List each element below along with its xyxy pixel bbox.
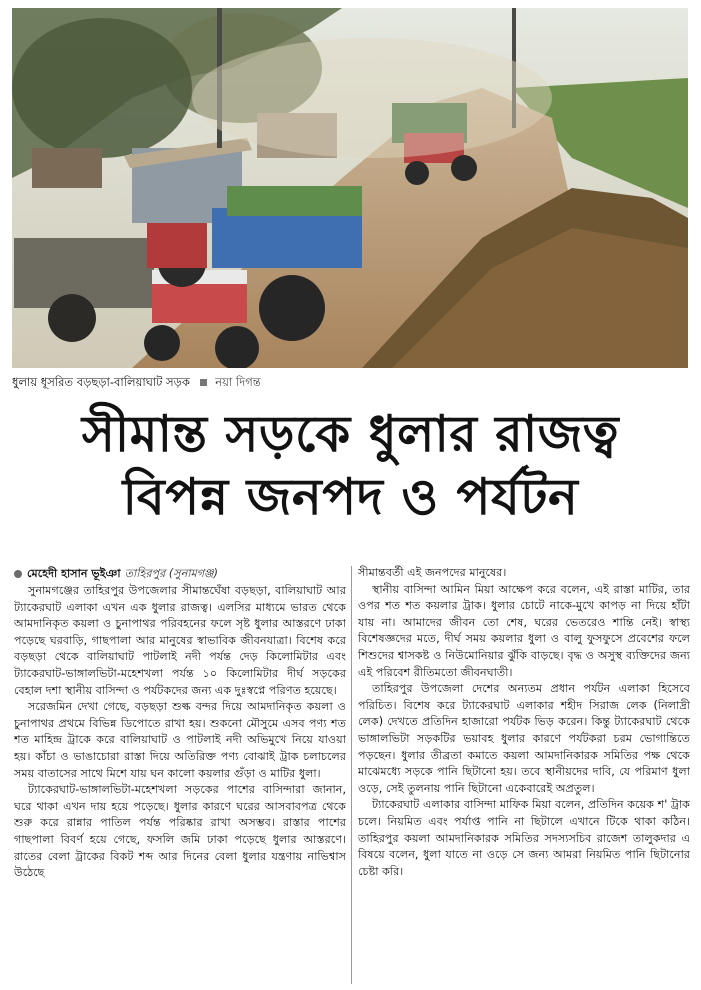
headline-line-1: সীমান্ত সড়কে ধুলার রাজত্ব — [81, 405, 620, 463]
article-column-left — [14, 565, 346, 985]
photo-credit: নয়া দিগন্ত — [215, 375, 261, 389]
paragraph: ট্যাকেরঘাট-ভাঙ্গালভিটা-মহেশখলা সড়কের পাশের বাসিন্দারা জানান, ঘরে থাকা এখন দায় হয়ে পড়েছে। ধুলার কারণে ঘরের আসবাবপত্র থেকে শুরু করে রান্নার পাতিল পর্যন্ত পরিষ্কার রাখা অসম্ভব। রাস্তার পাশের গাছপালা বিবর্ণ হয়ে গেছে, ফসলি জমি ঢাকা পড়েছে ধুলার আস্তরণে। রাতের বেলা ট্রাকের বিকট শব্দ আর দিনের বেলা ধুলার যন্ত্রণায় নাভিশ্বাস উঠেছে — [14, 783, 346, 880]
paragraph: স্থানীয় বাসিন্দা আমিন মিয়া আক্ষেপ করে বলেন, এই রাস্তা মাটির, তার ওপর শত শত কয়লার ট্রাক। ধুলার চোটে নাকে-মুখে কাপড় না দিয়ে হাঁটা যায় না। আমাদের জীবন তো শেষ, ঘরের ভেতরেও শান্তি নেই। স্বাস্থ্য বিশেষজ্ঞদের মতে, দীর্ঘ সময় কয়লার ধুলা ও বালু ফুসফুসে প্রবেশের ফলে শিশুদের শ্বাসকষ্ট ও নিউমোনিয়ার ঝুঁকি বাড়ছে। বৃদ্ধ ও অসুস্থ ব্যক্তিদের জন্য এই পরিবেশ রীতিমতো জীবনঘাতী। — [358, 582, 690, 679]
byline-place: তাহিরপুর (সুনামগঞ্জ) — [124, 567, 218, 580]
caption-text: ধুলায় ধূসরিত বড়ছড়া-বালিয়াঘাট সড়ক — [12, 375, 190, 389]
byline-author: মেহেদী হাসান ভূইঞা — [27, 567, 121, 580]
dusty-road-photo — [12, 8, 688, 368]
headline-line-2: বিপন্ন জনপদ ও পর্যটন — [122, 468, 579, 526]
article-column-right — [358, 565, 690, 985]
bullet-dot-icon — [14, 570, 22, 578]
paragraph: সীমান্তবর্তী এই জনপদের মানুষের। — [358, 566, 507, 579]
paragraph: সরেজমিন দেখা গেছে, বড়ছড়া শুল্ক বন্দর দিয়ে আমদানিকৃত কয়লা ও চুনাপাথর প্রথমে বিভিন্ন ডিপোতে রাখা হয়। শুকনো মৌসুমে এসব পণ্য শত শত মাহিন্দ্র ট্রাকে করে বালিয়াঘাট ও পাটলাই নদী অভিমুখে নিয়ে যাওয়া হয়। কাঁচা ও ভাঙাচোরা রাস্তা দিয়ে অতিরিক্ত পণ্য বোঝাই ট্রাক চলাচলের সময় বাতাসের সাথে মিশে যায় ঘন কালো কয়লার গুঁড়া ও মাটির ধুলা। — [14, 700, 346, 780]
paragraph: তাহিরপুর উপজেলা দেশের অন্যতম প্রধান পর্যটন এলাকা হিসেবে পরিচিত। বিশেষ করে ট্যাকেরঘাট এলাকার শহীদ সিরাজ লেক (নিলাদ্রী লেক) দেখতে প্রতিদিন হাজারো পর্যটক ভিড় করেন। কিন্তু ট্যাকেরঘাট থেকে ভাঙ্গালভিটা সড়কটির ভয়াবহ ধুলার কারণে পর্যটকরা চরম ভোগান্তিতে পড়ছেন। ধুলার তীব্রতা কমাতে কয়লা আমদানিকারক সমিতির পক্ষ থেকে মাঝেমধ্যে সড়কে পানি ছিটানো হয়। তবে স্থানীয়দের দাবি, যে পরিমাণ ধুলা ওড়ে, সেই তুলনায় পানি ছিটানো একেবারেই অপ্রতুল। — [358, 682, 690, 795]
headline — [0, 402, 701, 528]
paragraph: ট্যাকেরঘাট এলাকার বাসিন্দা মাফিক মিয়া বলেন, প্রতিদিন কয়েক শ' ট্রাক চলে। নিয়মিত এবং পর্যাপ্ত পানি না ছিটালে এখানে টিকে থাকা কঠিন। তাহিরপুর কয়লা আমদানিকারক সমিতির সদস্যসচিব রাজেশ তালুকদার এ বিষয়ে বলেন, ধুলা যাতে না ওড়ে সে জন্য আমরা নিয়মিত পানি ছিটানোর চেষ্টা করি। — [358, 798, 690, 878]
byline — [14, 565, 346, 583]
square-bullet-icon — [200, 379, 207, 386]
news-photo — [12, 8, 688, 368]
photo-caption — [12, 373, 688, 391]
paragraph: সুনামগঞ্জের তাহিরপুর উপজেলার সীমান্তঘেঁষা বড়ছড়া, বালিয়াঘাট আর ট্যাকেরঘাট এলাকা এখন এক ধুলার রাজত্ব। এলসির মাধ্যমে ভারত থেকে আমদানিকৃত কয়লা ও চুনাপাথর পরিবহনের ফলে সৃষ্ট ধুলার আস্তরণে ঢাকা পড়েছে ঘরবাড়ি, গাছপালা আর মানুষের স্বাভাবিক জীবনযাত্রা। বিশেষ করে বড়ছড়া থেকে বালিয়াঘাট পাটলাই নদী পর্যন্ত দেড় কিলোমিটার এবং ট্যাকেরঘাট-ভাঙ্গালভিটা-মহেশখলা পর্যন্ত ১০ কিলোমিটার দীর্ঘ সড়কের বেহাল দশা স্থানীয় বাসিন্দা ও পর্যটকদের জন্য এক দুঃস্বপ্নে পরিণত হয়েছে। — [14, 584, 346, 697]
column-divider — [351, 566, 352, 984]
